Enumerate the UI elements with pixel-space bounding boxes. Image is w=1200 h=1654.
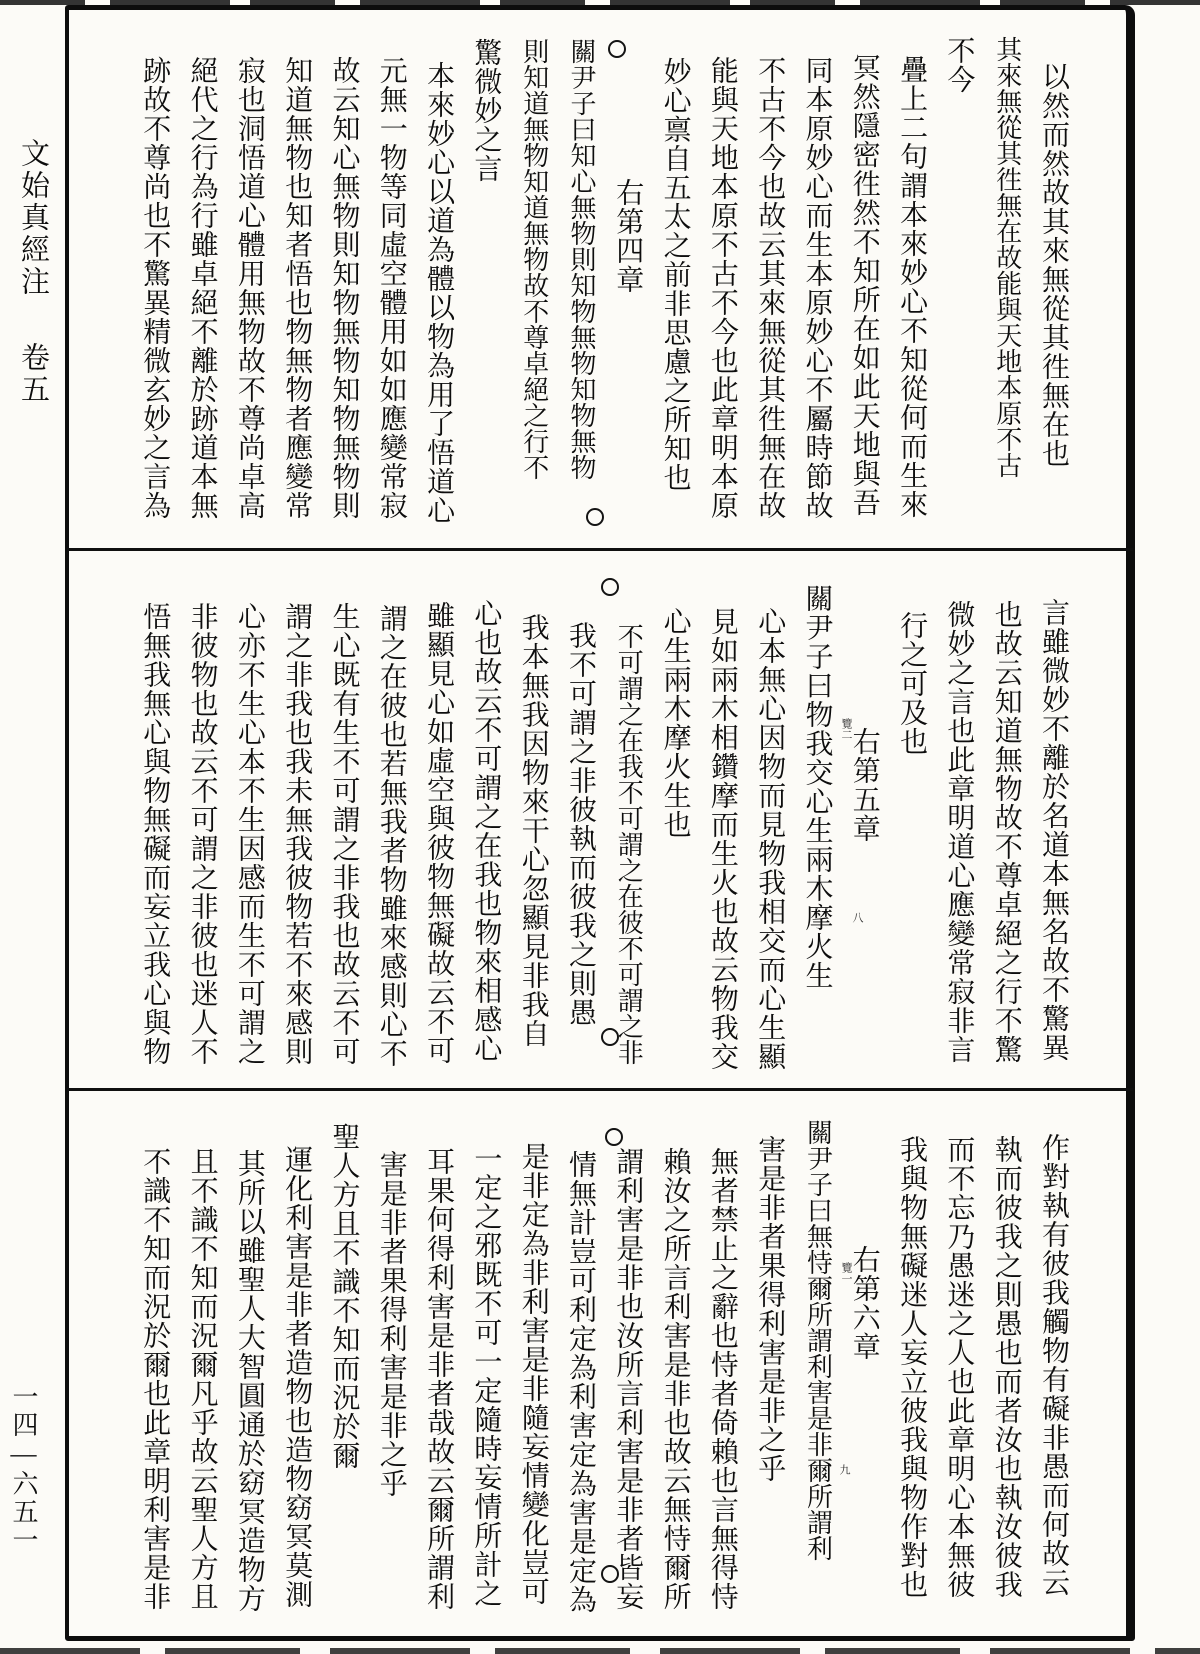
scripture-column: 其來無從其徃無在故能與天地本原不古 — [992, 36, 1022, 478]
commentary-column: 同本原妙心而生本原妙心不屬時節故 — [801, 56, 833, 520]
margin-page-number: 一四—六五一 — [9, 1383, 38, 1554]
commentary-column: 作對執有彼我觸物有礙非愚而何故云 — [1038, 1133, 1069, 1597]
commentary-column: 是非定為非利害是非隨妄情變化豈可 — [517, 1142, 549, 1606]
commentary-column: 雖顯見心如虛空與彼物無礙故云不可 — [423, 601, 455, 1065]
gutter-annotation: 覽二 — [840, 718, 852, 740]
chapter-mark-column: 右第四章 — [612, 178, 644, 294]
commentary-column: 跡故不尊尚也不驚異精微玄妙之言為 — [139, 56, 171, 520]
page-frame-border — [65, 5, 1135, 1641]
scripture-column: 驚微妙之言 — [470, 38, 502, 183]
commentary-column: 以然而然故其來無從其徃無在也 — [1038, 62, 1069, 468]
commentary-column: 生心既有生不可謂之非我也故云不可 — [328, 602, 360, 1066]
commentary-column: 心也故云不可謂之在我也物來相感心 — [470, 599, 502, 1063]
commentary-column: 寂也洞悟道心體用無物故不尊尚卓高 — [233, 56, 265, 520]
commentary-column: 言雖微妙不離於名道本無名故不驚異 — [1038, 598, 1069, 1062]
commentary-column: 悟無我無心與物無礙而妄立我心與物 — [139, 602, 171, 1066]
commentary-column: 耳果何得利害是非者哉故云爾所謂利 — [423, 1147, 455, 1611]
scripture-column: 害是非者果得利害是非之乎 — [754, 1135, 786, 1483]
scripture-column: 關尹子曰物我交心生兩木摩火生 — [801, 584, 833, 990]
scripture-column: 不可謂之在我不可謂之在彼不可謂之非 — [614, 623, 644, 1065]
commentary-column: 也故云知道無物故不尊卓絕之行不驚 — [990, 600, 1022, 1064]
commentary-column: 害是非者果得利害是非之乎 — [375, 1150, 407, 1498]
scripture-column: 關尹子曰知心無物則知物無物知物無物 — [567, 38, 596, 480]
commentary-column: 見如兩木相鑽摩而生火也故云物我交 — [706, 607, 738, 1071]
commentary-column: 微妙之言也此章明道心應變常寂非言 — [943, 600, 975, 1064]
commentary-column: 知道無物也知者悟也物無物者應變常 — [281, 56, 313, 520]
commentary-column: 妙心禀自五太之前非思慮之所知也 — [659, 57, 691, 492]
commentary-column: 我本無我因物來干心忽顯見非我自 — [517, 613, 549, 1048]
chapter-mark-column: 右第六章 — [848, 1245, 880, 1361]
gutter-annotation: 八 — [851, 912, 863, 923]
section-divider-upper — [67, 548, 1133, 551]
commentary-column: 不識不知而況於爾也此章明利害是非 — [139, 1147, 171, 1611]
scripture-column: 關尹子曰無恃爾所謂利害是非爾所謂利 — [803, 1119, 833, 1561]
commentary-column: 本來妙心以道為體以物為用了悟道心 — [423, 61, 455, 525]
quote-circle-marker — [601, 1028, 619, 1046]
commentary-column: 疊上二句謂本來妙心不知從何而生來 — [896, 55, 928, 519]
commentary-column: 謂之在彼也若無我者物雖來感則心不 — [375, 604, 407, 1068]
chapter-mark-column: 右第五章 — [848, 727, 880, 843]
section-divider-lower — [67, 1088, 1133, 1091]
commentary-column: 冥然隱密徃然不知所在如此天地與吾 — [848, 53, 880, 517]
commentary-column: 元無一物等同虛空體用如如應變常寂 — [375, 56, 407, 520]
scripture-column: 聖人方且不識不知而況於爾 — [328, 1122, 360, 1470]
commentary-column: 無者禁止之辭也恃者倚賴也言無得恃 — [706, 1147, 738, 1611]
gutter-annotation: 九 — [838, 1464, 850, 1475]
quote-circle-marker — [608, 40, 626, 58]
commentary-column: 執而彼我之則愚也而者汝也執汝彼我 — [990, 1135, 1022, 1599]
margin-book-title: 文始真經注 — [17, 138, 49, 298]
commentary-column: 絕代之行為行雖卓絕不離於跡道本無 — [186, 56, 218, 520]
commentary-column: 故云知心無物則知物無物知物無物則 — [328, 56, 360, 520]
scripture-column: 我不可謂之非彼執而彼我之則愚 — [565, 621, 596, 1027]
gutter-annotation: 覽一 — [840, 1262, 852, 1284]
commentary-column: 不古不今也故云其來無從其徃無在故 — [754, 56, 786, 520]
quote-circle-marker — [586, 508, 604, 526]
quote-circle-marker — [601, 1565, 619, 1583]
commentary-column: 心亦不生心本不生因感而生不可謂之 — [233, 602, 265, 1066]
commentary-column: 賴汝之所言利害是非也故云無恃爾所 — [659, 1147, 691, 1611]
scripture-column: 不今 — [943, 36, 975, 94]
margin-volume-label: 卷五 — [17, 342, 49, 406]
commentary-column: 且不識不知而況爾凡乎故云聖人方且 — [186, 1147, 218, 1611]
commentary-column: 非彼物也故云不可謂之非彼也迷人不 — [186, 602, 218, 1066]
commentary-column: 運化利害是非者造物也造物窈冥莫測 — [281, 1145, 313, 1609]
scripture-column: 則知道無物知道無物故不尊卓絕之行不 — [519, 38, 549, 480]
commentary-column: 一定之邪既不可一定隨時妄情所計之 — [470, 1144, 502, 1608]
commentary-column: 情無計豈可利定為利害定為害是定為 — [565, 1150, 596, 1614]
commentary-column: 心本無心因物而見物我相交而心生顯 — [754, 607, 786, 1071]
commentary-column: 而不忘乃愚迷之人也此章明心本無彼 — [943, 1135, 975, 1599]
commentary-column: 謂之非我也我未無我彼物若不來感則 — [281, 602, 313, 1066]
commentary-column: 我與物無礙迷人妄立彼我與物作對也 — [896, 1135, 928, 1599]
quote-circle-marker — [605, 1128, 623, 1146]
commentary-column: 行之可及也 — [896, 611, 928, 756]
scan-edge-artifact-bottom — [0, 1648, 1200, 1654]
quote-circle-marker — [601, 578, 619, 596]
commentary-column: 其所以雖聖人大智圓通於窈冥造物方 — [233, 1149, 265, 1613]
commentary-column: 心生兩木摩火生也 — [659, 607, 691, 839]
commentary-column: 能與天地本原不古不今也此章明本原 — [706, 56, 738, 520]
commentary-column: 謂利害是非也汝所言利害是非者皆妄 — [612, 1147, 644, 1611]
